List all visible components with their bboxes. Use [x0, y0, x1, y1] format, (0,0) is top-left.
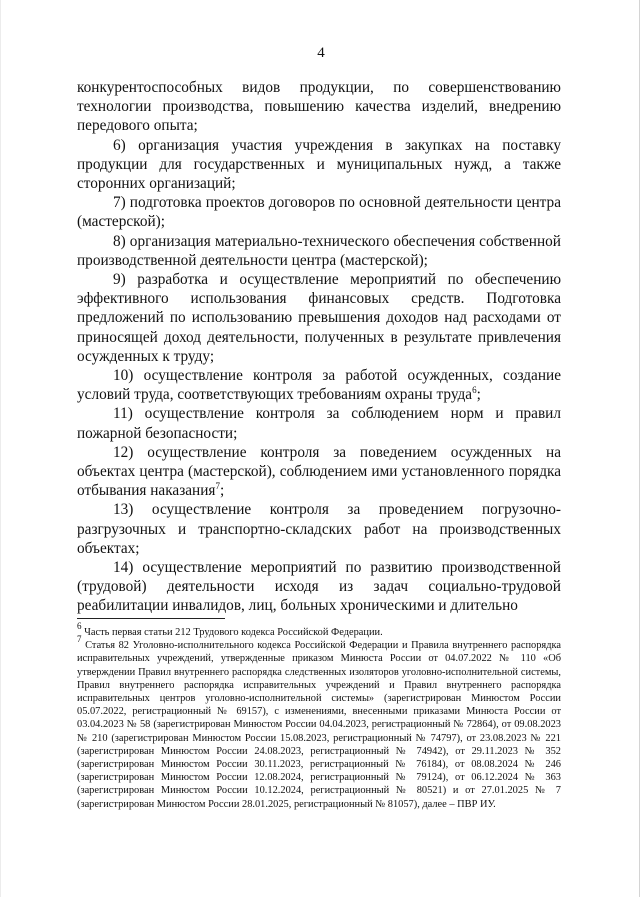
paragraph-item-11: 11) осуществление контроля за соблюдением норм и правил пожарной безопасности; — [77, 405, 561, 442]
footnote-7-text: Статья 82 Уголовно-исполнительного кодекса Российской Федерации и Правила внутреннего распорядка исправительных учреждений, утвержденные приказом Минюста России от 04.07.2022 № 110 «Об утверждении Правил внутреннего распорядка следственных изоляторов уголовно-исполнительной системы, Правил внутреннего распорядка исправительных учреждений и Правил внутреннего распорядка исправительных центров уголовно-исполнительной системы» (зарегистрирован Минюстом России 05.07.2022, регистрационный № 69157), с изменениями, внесенными приказами Минюста России от 03.04.2023 № 58 (зарегистрирован Минюстом России 04.04.2023, регистрационный № 72864), от 09.08.2023 № 210 (зарегистрирован Минюстом России 15.08.2023, регистрационный № 74797), от 23.08.2023 № 221 (зарегистрирован Минюстом России 24.08.2023, регистрационный № 74942), от 29.11.2023 № 352 (зарегистрирован Минюстом России 30.11.2023, регистрационный № 76184), от 08.08.2024 № 246 (зарегистрирован Минюстом России 12.08.2024, регистрационный № 79124), от 06.12.2024 № 363 (зарегистрирован Минюстом России 10.12.2024, регистрационный № 80521) и от 27.01.2025 № 7 (зарегистрирован Минюстом России 28.01.2025, регистрационный № 81057), далее – ПВР ИУ. — [77, 640, 561, 810]
paragraph-item-14: 14) осуществление мероприятий по развитию производственной (трудовой) деятельности исходя из задач социально-трудовой реабилитации инвалидов, лиц, больных хроническими и длительно — [77, 559, 561, 615]
paragraph-item-8: 8) организация материально-технического обеспечения собственной производственной деятельности центра (мастерской); — [77, 232, 561, 269]
paragraph-item-10-text: 10) осуществление контроля за работой осужденных, создание условий труда, соответствующих требованиям охраны труда — [77, 367, 561, 404]
footnote-7-mark: 7 — [77, 634, 82, 645]
paragraph-item-12-end: ; — [219, 482, 225, 500]
footnote-ref-6: 6 — [472, 385, 477, 396]
footnote-7 — [77, 634, 561, 811]
paragraph-item-9: 9) разработка и осуществление мероприятий по обеспечению эффективного использования финансовых средств. Подготовка предложений по использованию превышения доходов над расходами от приносящей доход деятельности, полученных в результате привлечения осужденных к труду; — [77, 271, 561, 365]
footnote-6-text: Часть первая статьи 212 Трудового кодекса Российской Федерации. — [81, 627, 383, 638]
footnote-6 — [77, 621, 561, 639]
footnote-divider — [77, 618, 225, 619]
footnote-6-mark: 6 — [77, 621, 82, 631]
paragraph-continuation: конкурентоспособных видов продукции, по совершенствованию технологии производства, повышению качества изделий, внедрению передового опыта; — [77, 79, 561, 135]
paragraph-item-6: 6) организация участия учреждения в закупках на поставку продукции для государственных и муниципальных нужд, а также сторонних организаций; — [77, 136, 561, 193]
paragraph-item-10-end: ; — [476, 386, 481, 404]
paragraph-item-13: 13) осуществление контроля за проведением погрузочно-разгрузочных и транспортно-складских работ на производственных объектах; — [77, 501, 561, 557]
footnote-ref-7: 7 — [215, 481, 220, 492]
page-number: 4 — [317, 45, 325, 61]
footnotes — [77, 621, 561, 811]
paragraph-item-10 — [77, 366, 561, 404]
main-text — [77, 78, 561, 616]
paragraph-item-12-text: 12) осуществление контроля за поведением осужденных на объектах центра (мастерской), соблюдением ими установленного порядка отбывания наказания — [77, 443, 561, 500]
paragraph-item-12 — [77, 443, 561, 501]
paragraph-item-7: 7) подготовка проектов договоров по основной деятельности центра (мастерской); — [77, 194, 561, 231]
